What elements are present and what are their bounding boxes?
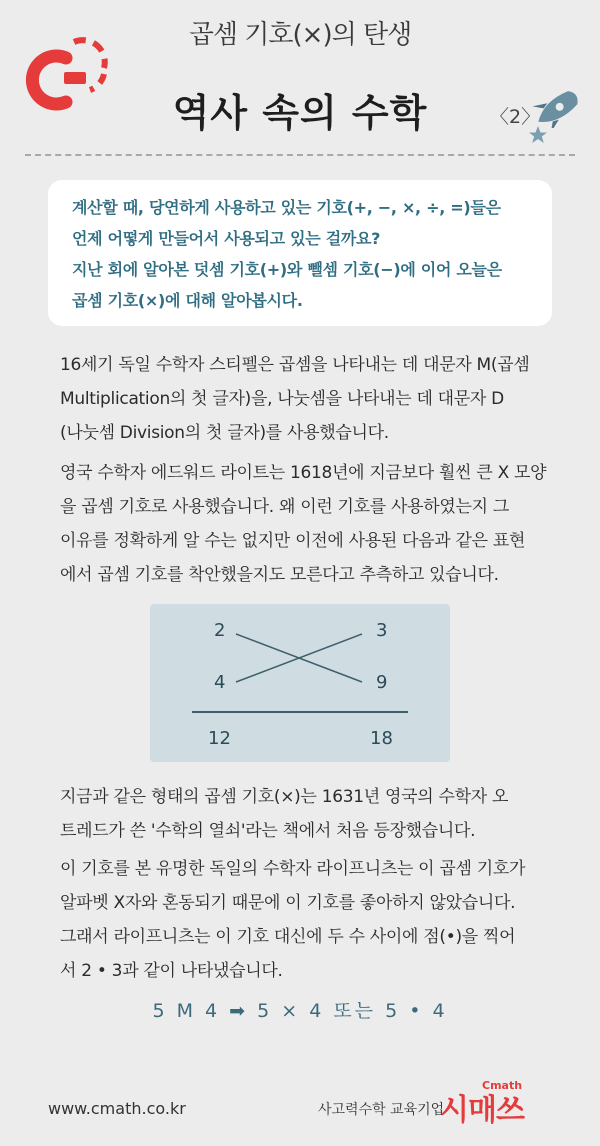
diagram-top-left: 2 — [214, 620, 226, 641]
diagram-result-left: 12 — [208, 728, 231, 749]
brand-logo: 시매쓰 — [440, 1093, 524, 1128]
paragraph-line: Multiplication의 첫 글자)을, 나눗셈을 나타내는 데 대문자 D — [60, 389, 504, 409]
paragraph-line: 이유를 정확하게 알 수는 없지만 이전에 사용된 다음과 같은 표현 — [60, 531, 526, 551]
page-title: 역사 속의 수학 — [172, 91, 428, 135]
header-divider — [25, 154, 575, 156]
star-icon — [528, 125, 548, 149]
intro-line: 곱셈 기호(×)에 대해 알아봅시다. — [72, 291, 303, 310]
diagram-bottom-right: 9 — [376, 672, 388, 693]
paragraph-line: 이 기호를 본 유명한 독일의 수학자 라이프니츠는 이 곱셈 기호가 — [60, 859, 526, 879]
intro-line: 지난 회에 알아본 덧셈 기호(+)와 뺄셈 기호(−)에 이어 오늘은 — [72, 260, 502, 279]
paragraph-oughtred — [60, 780, 540, 848]
diagram-bottom-left: 4 — [214, 672, 226, 693]
paragraph-line: 서 2 • 3과 같이 나타냈습니다. — [60, 961, 283, 981]
notation-formula: 5 M 4 ➡ 5 × 4 또는 5 • 4 — [152, 1000, 448, 1022]
paragraph-line: 에서 곱셈 기호를 착안했을지도 모른다고 추측하고 있습니다. — [60, 565, 499, 585]
company-tagline: 사고력수학 교육기업 — [318, 1102, 445, 1118]
paragraph-line: 지금과 같은 형태의 곱셈 기호(×)는 1631년 영국의 수학자 오 — [60, 787, 509, 807]
paragraph-line: 을 곱셈 기호로 사용했습니다. 왜 이런 기호를 사용하였는지 그 — [60, 497, 509, 517]
intro-line: 언제 어떻게 만들어서 사용되고 있는 걸까요? — [72, 229, 381, 248]
intro-line: 계산할 때, 당연하게 사용하고 있는 기호(+, −, ×, ÷, =)들은 — [72, 198, 501, 217]
paragraph-line: 트레드가 쓴 '수학의 열쇠'라는 책에서 처음 등장했습니다. — [60, 821, 476, 841]
diagram-result-right: 18 — [370, 728, 393, 749]
paragraph-line: 그래서 라이프니츠는 이 기호 대신에 두 수 사이에 점(•)을 찍어 — [60, 927, 516, 947]
intro-box — [48, 180, 552, 326]
paragraph-line: 16세기 독일 수학자 스티펠은 곱셈을 나타내는 데 대문자 M(곱셈 — [60, 355, 530, 375]
episode-number: 〈2〉 — [490, 106, 541, 128]
paragraph-line: (나눗셈 Division의 첫 글자)를 사용했습니다. — [60, 423, 389, 443]
brand-mini-label: Cmath — [482, 1079, 523, 1092]
paragraph-wright — [60, 456, 547, 592]
cross-multiplication-diagram — [150, 604, 450, 762]
paragraph-line: 영국 수학자 에드워드 라이트는 1618년에 지금보다 훨씬 큰 X 모양 — [60, 463, 547, 483]
diagram-top-right: 3 — [376, 620, 388, 641]
paragraph-stifel — [60, 348, 540, 450]
page-subtitle: 곱셈 기호(×)의 탄생 — [188, 20, 412, 50]
paragraph-leibniz — [60, 852, 540, 988]
paragraph-line: 알파벳 X자와 혼동되기 때문에 이 기호를 좋아하지 않았습니다. — [60, 893, 516, 913]
website-link[interactable]: www.cmath.co.kr — [48, 1099, 186, 1118]
